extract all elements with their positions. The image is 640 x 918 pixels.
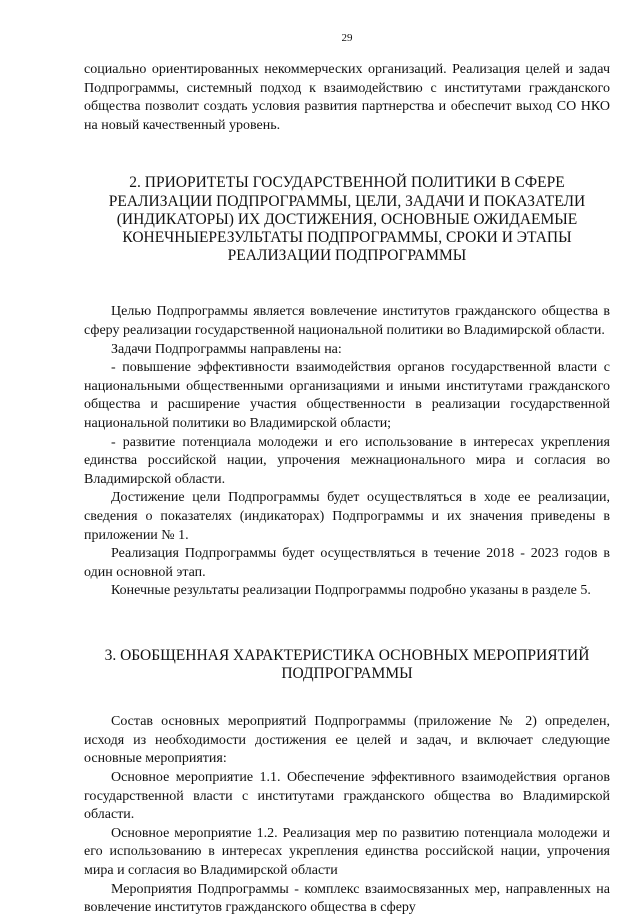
paragraph-task-2: - развитие потенциала молодежи и его использование в интересах укрепления единства российской нации, упрочения межнационального мира и согласия во Владимирской области. — [84, 434, 610, 487]
paragraph-measure-1-2: Основное мероприятие 1.2. Реализация мер по развитию потенциала молодежи и его использованию в интересах укрепления единства российской нации, упрочения мира и согласия во Владимирской области — [84, 825, 610, 879]
paragraph-measures-complex: Мероприятия Подпрограммы - комплекс взаимосвязанных мер, направленных на вовлечение институтов гражданского общества в сферу — [84, 881, 610, 916]
paragraph-timeline: Реализация Подпрограммы будет осуществляться в течение 2018 - 2023 годов в один основной этап. — [84, 546, 610, 580]
paragraph-results: Конечные результаты реализации Подпрограммы подробно указаны в разделе 5. — [111, 583, 591, 599]
paragraph-indicators: Достижение цели Подпрограммы будет осуществляться в ходе ее реализации, сведения о показателях (индикаторах) Подпрограммы и их значения приведены в приложении № 1. — [84, 490, 610, 543]
paragraph-measure-1-1: Основное мероприятие 1.1. Обеспечение эффективного взаимодействия органов государственной власти с институтами гражданского общества во Владимирской области. — [84, 770, 610, 823]
page-number: 29 — [341, 32, 353, 44]
section-3-body — [84, 713, 610, 918]
section-2-heading: 2. ПРИОРИТЕТЫ ГОСУДАРСТВЕННОЙ ПОЛИТИКИ В СФЕРЕ РЕАЛИЗАЦИИ ПОДПРОГРАММЫ, ЦЕЛИ, ЗАДАЧИ И ПОКАЗАТЕЛИ (ИНДИКАТОРЫ) ИХ ДОСТИЖЕНИЯ, ОСНОВНЫЕ ОЖИДАЕМЫЕ КОНЕЧНЫЕРЕЗУЛЬТАТЫ ПОДПРОГРАММЫ, СРОКИ И ЭТАПЫ РЕАЛИЗАЦИИ ПОДПРОГРАММЫ — [108, 174, 586, 265]
paragraph-goal: Целью Подпрограммы является вовлечение институтов гражданского общества в сферу реализации государственной национальной политики во Владимирской области. — [84, 304, 610, 338]
section-3-heading: 3. ОБОБЩЕННАЯ ХАРАКТЕРИСТИКА ОСНОВНЫХ МЕРОПРИЯТИЙ ПОДПРОГРАММЫ — [104, 646, 590, 683]
section-2-body — [84, 303, 610, 601]
paragraph-composition: Состав основных мероприятий Подпрограммы (приложение № 2) определен, исходя из необходимости достижения ее целей и задач, и включает следующие основные мероприятия: — [84, 714, 610, 767]
paragraph-tasks-intro: Задачи Подпрограммы направлены на: — [111, 341, 342, 357]
intro-paragraph: социально ориентированных некоммерческих организаций. Реализация целей и задач Подпрограммы, системный подход к взаимодействию с институтами гражданского общества позволит создать условия развития партнерства и обеспечит выход СО НКО на новый качественный уровень. — [84, 62, 610, 133]
paragraph-task-1: - повышение эффективности взаимодействия органов государственной власти с национальными общественными организациями и иными институтами гражданского общества и расширение участия общественности в реализации государственной национальной политики во Владимирской области; — [84, 360, 610, 431]
